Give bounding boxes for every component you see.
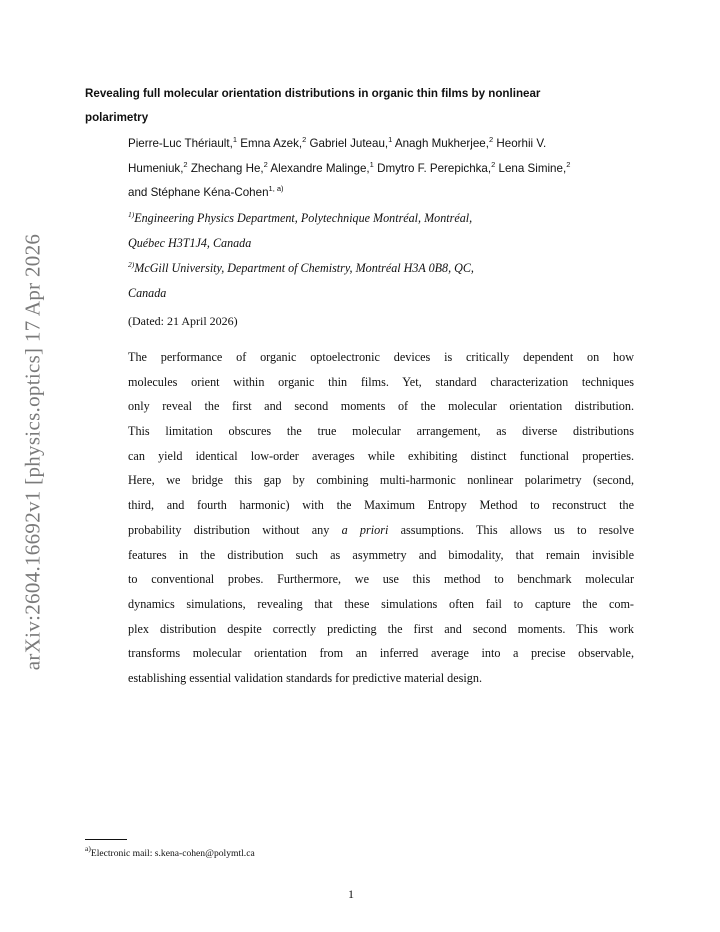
footnote-mark: a) [85,844,91,853]
abstract-line: features in the distribution such as asymmetry and bimodality, that remain invisible [128,547,634,562]
author-list-line-3 [128,181,648,205]
affil-mark: 2 [566,160,571,169]
author: Alexandre Malinge, [267,162,370,175]
affil-mark: 2 [183,160,188,169]
abstract-line: dynamics simulations, revealing that these simulations often fail to capture the com- [128,596,634,611]
abstract-text: assumptions. This allows us to resolve [388,522,634,537]
footnote-text: Electronic mail: s.kena-cohen@polymtl.ca [90,848,255,859]
affil-mark: 2 [263,160,268,169]
author: Pierre-Luc Thériault, [128,137,233,150]
affiliation-1 [128,206,648,256]
affil-mark: 2 [491,160,496,169]
page-number: 1 [348,887,354,901]
abstract-line: only reveal the first and second moments of the molecular orientation distribution. [128,399,634,414]
paper-title [85,82,645,130]
affiliation-1-line-2: Québec H3T1J4, Canada [128,236,252,250]
abstract-line: can yield identical low-order averages while exhibiting distinct functional properties. [128,448,634,463]
abstract-line: This limitation obscures the true molecular arrangement, as diverse distributions [128,424,634,439]
author-list-line-2 [128,157,648,181]
affil-mark: 2) [128,260,135,269]
affil-mark: 1 [388,135,393,144]
author: Anagh Mukherjee, [392,137,489,150]
affil-mark: 1) [128,210,135,219]
author: Dmytro F. Perepichka, [373,162,492,175]
emphasis-a-priori: a priori [341,522,389,537]
author-list-line-1 [128,132,648,156]
author: Zhechang He, [187,162,264,175]
abstract-line: plex distribution despite correctly predicting the first and second moments. This work [128,621,634,636]
abstract-line: molecules orient within organic thin films. Yet, standard characterization techniques [128,374,634,389]
affil-mark: 2 [302,135,307,144]
abstract-line: transforms molecular orientation from an inferred average into a precise observable, [128,646,634,661]
author: and Stéphane Kéna-Cohen [128,186,269,199]
abstract [128,345,634,691]
affil-mark: 1, a) [268,184,284,193]
title-line-1: Revealing full molecular orientation distributions in organic thin films by nonlinear [85,87,541,100]
affil-mark: 2 [488,135,494,144]
abstract-line: to conventional probes. Furthermore, we use this method to benchmark molecular [128,572,634,587]
abstract-line: Here, we bridge this gap by combining multi-harmonic nonlinear polarimetry (second, [128,473,634,488]
title-line-2: polarimetry [85,111,149,124]
affil-mark: 1 [232,135,237,144]
abstract-line: The performance of organic optoelectronic devices is critically dependent on how [128,350,634,364]
author: Humeniuk, [128,162,184,175]
footnote [85,844,255,859]
abstract-line [128,518,634,543]
footnote-rule [85,839,127,840]
affiliation-2 [128,256,648,306]
author: Gabriel Juteau, [306,137,389,150]
abstract-line: third, and fourth harmonic) with the Maximum Entropy Method to reconstruct the [128,498,634,513]
abstract-text: probability distribution without any [128,522,342,537]
affiliation-1-line-1: Engineering Physics Department, Polytechnique Montréal, Montréal, [134,211,473,225]
author: Lena Simine, [495,162,567,175]
arxiv-identifier: arXiv:2604.16692v1 [physics.optics] 17 Apr 2026 [20,233,45,671]
abstract-line: establishing essential validation standards for predictive material design. [128,670,483,685]
affiliation-2-line-2: Canada [128,286,167,300]
author: Heorhii V. [493,137,547,150]
affiliation-2-line-1: McGill University, Department of Chemistry, Montréal H3A 0B8, QC, [134,261,474,275]
date-line: (Dated: 21 April 2026) [128,314,238,328]
author: Emna Azek, [237,137,303,150]
affil-mark: 1 [369,160,374,169]
